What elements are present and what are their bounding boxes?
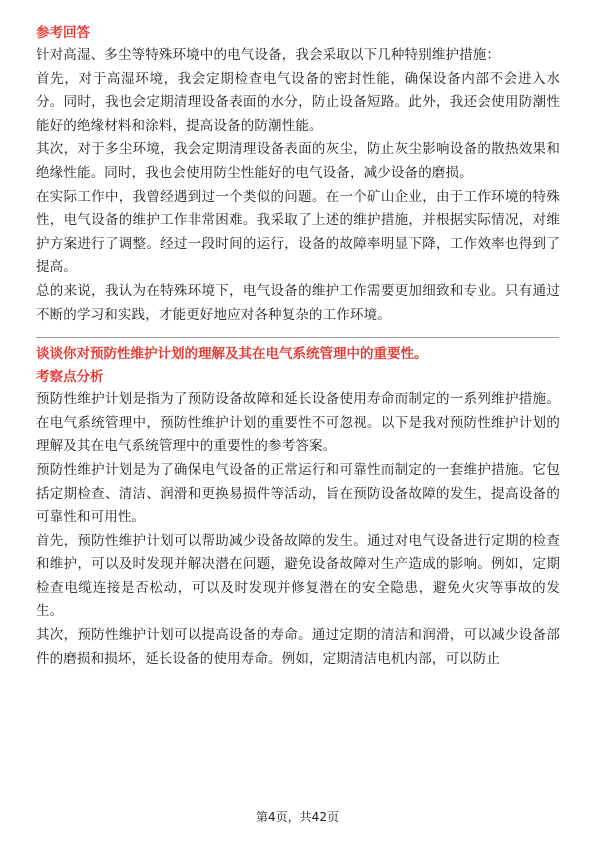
paragraph: 预防性维护计划是指为了预防设备故障和延长设备使用寿命而制定的一系列维护措施。在电气系统管理中，预防性维护计划的重要性不可忽视。以下是我对预防性维护计划的理解及其在电气系统管理中的重要性的参考答案。 (36, 391, 560, 455)
paragraph: 总的来说，我认为在特殊环境下，电气设备的维护工作需要更加细致和专业。只有通过不断的学习和实践，才能更好地应对各种复杂的工作环境。 (36, 282, 560, 323)
page-number: 第4页，共42页 (256, 810, 339, 824)
section-divider (36, 337, 559, 338)
paragraph: 其次，预防性维护计划可以提高设备的寿命。通过定期的清洁和润滑，可以减少设备部件的磨损和损坏，延长设备的使用寿命。例如，定期清洁电机内部，可以防止 (36, 627, 560, 667)
analysis-heading: 考察点分析 (36, 369, 104, 386)
paragraph: 在实际工作中，我曾经遇到过一个类似的问题。在一个矿山企业，由于工作环境的特殊性，电气设备的维护工作非常困难。我采取了上述的维护措施，并根据实际情况，对维护方案进行了调整。经过一段时间的运行，设备的故障率明显下降，工作效率也得到了提高。 (36, 188, 560, 276)
interview-question: 谈谈你对预防性维护计划的理解及其在电气系统管理中的重要性。 (36, 346, 428, 363)
paragraph: 针对高湿、多尘等特殊环境中的电气设备，我会采取以下几种特别维护措施： (36, 47, 501, 63)
paragraph: 其次，对于多尘环境，我会定期清理设备表面的灰尘，防止灰尘影响设备的散热效果和绝缘性能。同时，我也会使用防尘性能好的电气设备，减少设备的磨损。 (36, 141, 560, 181)
paragraph: 预防性维护计划是为了确保电气设备的正常运行和可靠性而制定的一套维护措施。它包括定期检查、清洁、润滑和更换易损件等活动，旨在预防设备故障的发生，提高设备的可靠性和可用性。 (36, 461, 560, 526)
paragraph: 首先，预防性维护计划可以帮助减少设备故障的发生。通过对电气设备进行定期的检查和维护，可以及时发现并解决潜在问题，避免设备故障对生产造成的影响。例如，定期检查电缆连接是否松动，可以及时发现并修复潜在的安全隐患，避免火灾等事故的发生。 (36, 532, 560, 620)
paragraph: 首先，对于高湿环境，我会定期检查电气设备的密封性能，确保设备内部不会进入水分。同时，我也会定期清理设备表面的水分，防止设备短路。此外，我还会使用防潮性能好的绝缘材料和涂料，提高设备的防潮性能。 (36, 70, 560, 134)
document-page (36, 22, 560, 671)
reference-answer-heading: 参考回答 (36, 25, 90, 41)
